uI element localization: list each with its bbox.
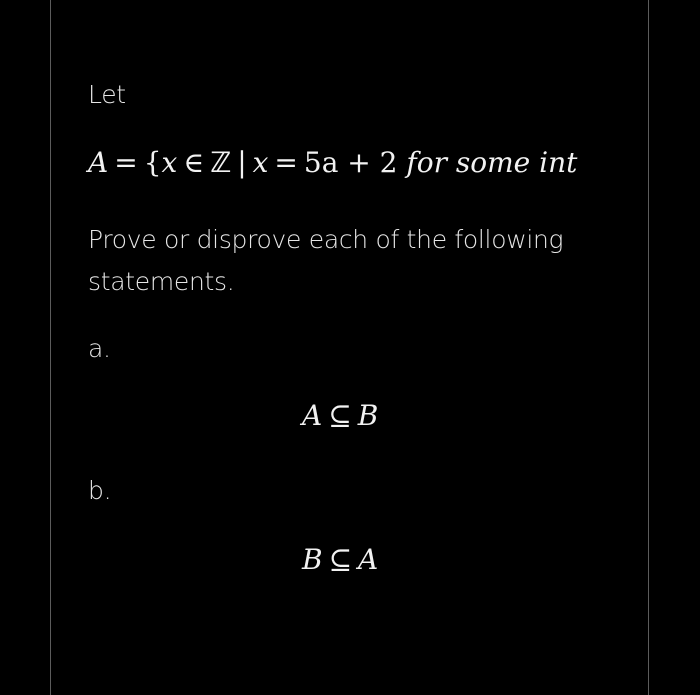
set-definition: [88, 146, 577, 179]
var-x-2: x: [252, 146, 269, 179]
statement-a-right: B: [357, 399, 379, 432]
part-a-statement: [302, 399, 378, 432]
let-label: Let: [88, 80, 126, 109]
statement-b-left: B: [302, 543, 323, 576]
statement-a-left: A: [302, 399, 323, 432]
set-a-symbol: A: [88, 146, 109, 179]
such-that-bar: |: [237, 146, 247, 179]
instruction-line-2: statements.: [88, 267, 235, 296]
set-condition-tail: for some int: [406, 146, 578, 179]
left-border-line: [50, 0, 51, 695]
open-brace: {: [143, 146, 162, 179]
instruction-text: [88, 219, 563, 303]
var-x: x: [161, 146, 178, 179]
equals-symbol: =: [114, 146, 138, 179]
right-border-line: [648, 0, 649, 695]
part-b-statement: [302, 543, 378, 576]
part-b-label: b.: [88, 476, 112, 505]
instruction-line-1: Prove or disprove each of the following: [88, 225, 564, 254]
subset-eq-symbol: ⊆: [328, 399, 352, 432]
statement-b-right: A: [358, 543, 379, 576]
equals-symbol-2: =: [274, 146, 298, 179]
expression-5a-plus-2: 5a + 2: [303, 146, 398, 179]
subset-eq-symbol-2: ⊆: [328, 543, 353, 576]
part-a-label: a.: [88, 334, 111, 363]
element-of-symbol: ∈: [183, 146, 205, 179]
integers-symbol: ℤ: [210, 146, 232, 179]
